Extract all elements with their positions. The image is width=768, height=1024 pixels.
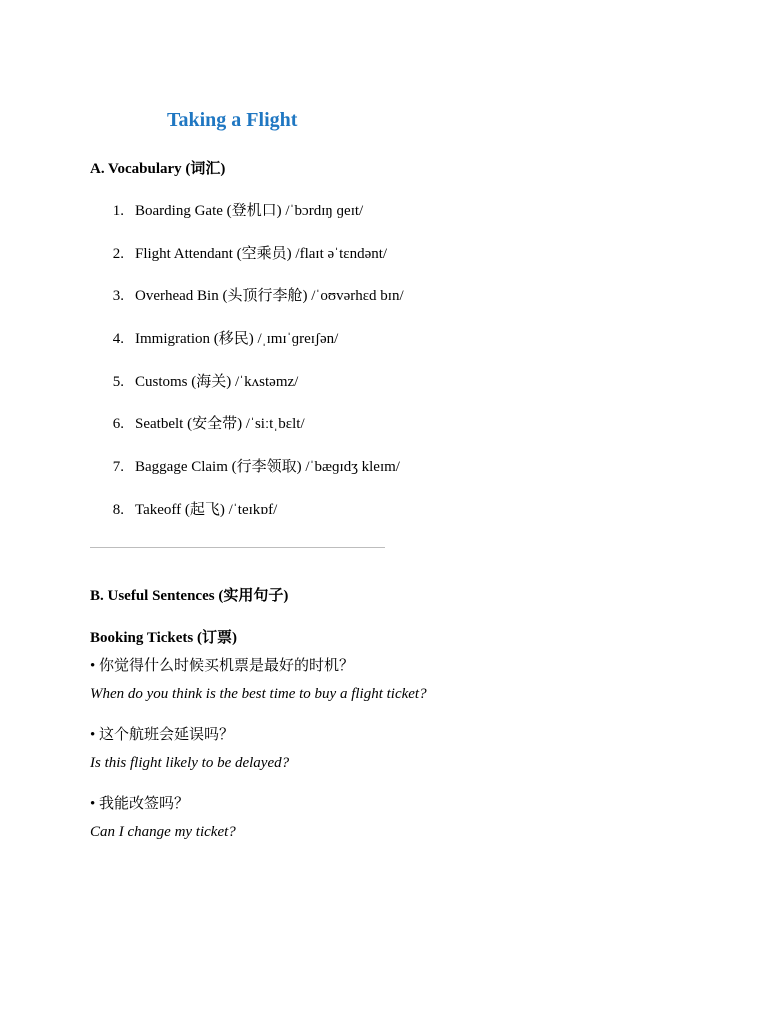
- item-number: 4.: [112, 331, 124, 348]
- vocabulary-item: [90, 201, 404, 244]
- vocabulary-item: [90, 329, 404, 372]
- sentence-chinese: • 我能改签吗？: [90, 796, 190, 812]
- item-number: 5.: [112, 373, 124, 390]
- vocabulary-item: [90, 500, 404, 543]
- item-text: Boarding Gate (登机口) /ˈbɔrdɪŋ ɡeɪt/: [135, 203, 364, 219]
- useful-sentences-heading: B. Useful Sentences (实用句子): [90, 588, 289, 604]
- vocabulary-item: [90, 286, 404, 329]
- item-text: Customs (海关) /ˈkʌstəmz/: [135, 373, 299, 390]
- page-title: Taking a Flight: [167, 109, 298, 131]
- item-number: 1.: [112, 203, 124, 219]
- vocabulary-heading: A. Vocabulary (词汇): [90, 161, 226, 177]
- vocabulary-item: [90, 244, 404, 287]
- item-text: Flight Attendant (空乘员) /flaɪt əˈtɛndənt/: [135, 245, 388, 262]
- booking-tickets-subheading: Booking Tickets (订票): [90, 630, 237, 646]
- vocabulary-item: [90, 414, 404, 457]
- vocabulary-item: [90, 457, 404, 500]
- sentence-english: When do you think is the best time to buy a flight ticket?: [90, 686, 427, 702]
- vocabulary-list: [90, 201, 404, 543]
- item-number: 3.: [112, 288, 124, 305]
- item-text: Baggage Claim (行李领取) /ˈbæɡɪdʒ kleɪm/: [135, 459, 400, 476]
- item-number: 8.: [112, 501, 124, 518]
- item-text: Seatbelt (安全带) /ˈsiːtˌbɛlt/: [135, 416, 305, 433]
- sentence-english: Is this flight likely to be delayed?: [90, 755, 290, 771]
- item-text: Immigration (移民) /ˌɪmɪˈɡreɪʃən/: [135, 331, 339, 348]
- vocabulary-item: [90, 372, 404, 415]
- item-text: Takeoff (起飞) /ˈteɪkɒf/: [135, 501, 278, 518]
- item-number: 2.: [112, 245, 124, 262]
- item-text: Overhead Bin (头顶行李舱) /ˈoʊvərhɛd bɪn/: [135, 288, 404, 305]
- sentence-chinese: • 你觉得什么时候买机票是最好的时机？: [90, 658, 355, 674]
- section-divider: [90, 547, 385, 548]
- sentence-chinese: • 这个航班会延误吗？: [90, 727, 235, 743]
- item-number: 7.: [112, 459, 124, 476]
- item-number: 6.: [112, 416, 124, 433]
- sentence-english: Can I change my ticket?: [90, 824, 236, 840]
